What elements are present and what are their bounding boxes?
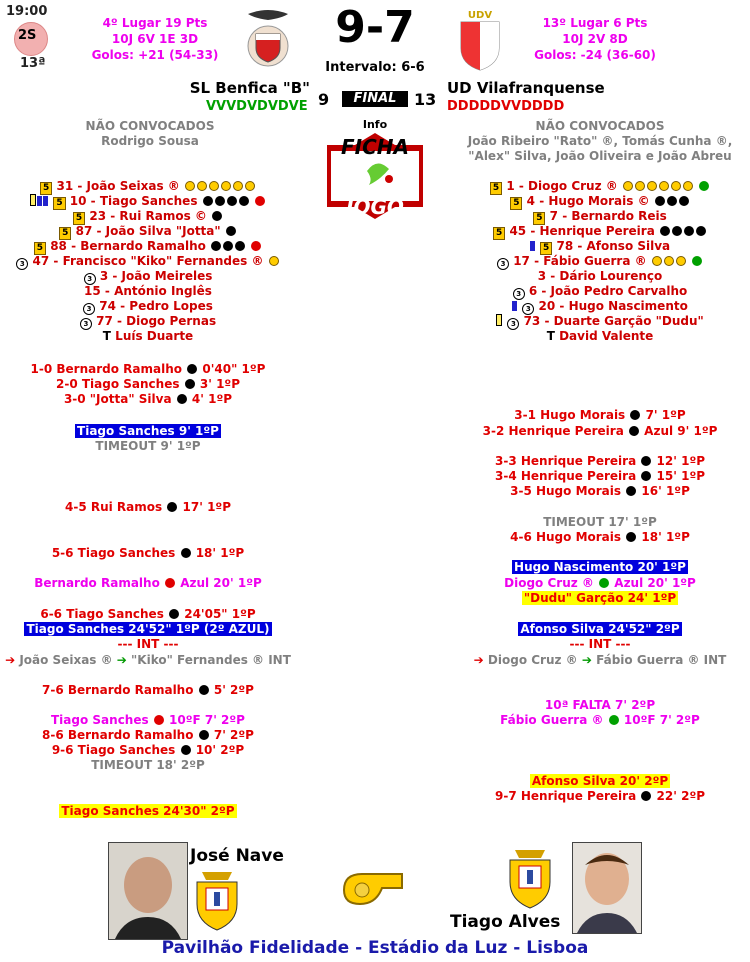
foul-icon: [699, 181, 709, 191]
player-name: 73 - Duarte Garção "Dudu": [523, 314, 704, 328]
event-time: Azul 20' 1ºP: [614, 576, 696, 590]
ball-icon: [212, 211, 222, 221]
event-text: Tiago Sanches 24'30" 2ºP: [61, 804, 235, 818]
event-goal: [450, 469, 750, 483]
player-name: 3 - João Meireles: [99, 269, 213, 283]
player-name: 15 - António Inglês: [84, 284, 212, 298]
event-card: [450, 576, 750, 590]
home-stats-3: Golos: +21 (54-33): [91, 48, 219, 62]
event-interval: --- INT ---: [569, 637, 631, 651]
event-goal: [450, 454, 750, 468]
event-blue-card: [450, 622, 750, 636]
event-time: 5' 2ºP: [213, 683, 254, 697]
ball-icon: [233, 181, 243, 191]
event-goal: [0, 546, 296, 560]
svg-text:UDV: UDV: [467, 10, 493, 21]
player-name: 45 - Henrique Pereira: [509, 224, 655, 238]
away-player-1[interactable]: [450, 179, 750, 195]
rating-icon: 5: [34, 242, 46, 255]
ball-icon: [181, 548, 191, 558]
event-time: 7' 1ºP: [645, 408, 686, 422]
ball-icon: [185, 379, 195, 389]
ball-icon: [652, 256, 662, 266]
ball-icon: [167, 502, 177, 512]
event-time: 10ºF 7' 2ºP: [169, 713, 245, 727]
ball-icon: [664, 256, 674, 266]
final-badge: FINAL: [342, 91, 408, 107]
away-team-name[interactable]: UD Vilafranquense: [447, 79, 605, 97]
player-name: 23 - Rui Ramos ©: [89, 209, 207, 223]
foul-icon: [255, 196, 265, 206]
player-name: 31 - João Seixas ®: [56, 179, 180, 193]
away-player-45[interactable]: [450, 224, 750, 240]
event-time: 18' 1ºP: [195, 546, 245, 560]
event-goal: [0, 607, 296, 621]
away-form: DDDDDVVDDDD: [447, 99, 565, 114]
home-crest-icon[interactable]: [240, 8, 296, 70]
sub-icon: 3: [83, 303, 95, 315]
arrow-out-icon: ➔: [473, 653, 484, 667]
ball-icon: [269, 256, 279, 266]
division-badge-text: 2S: [18, 28, 37, 43]
event-timeout: TIMEOUT 18' 2ºP: [91, 758, 205, 772]
event-foul: [0, 713, 296, 727]
arrow-in-icon: ➔: [116, 653, 127, 667]
ball-icon: [623, 181, 633, 191]
coach-icon: T: [102, 329, 111, 343]
player-name: 78 - Afonso Silva: [556, 239, 671, 253]
event-goal: [0, 500, 296, 514]
event-text: "Dudu" Garção 24' 1ºP: [523, 591, 677, 605]
rating-icon: 5: [533, 212, 545, 225]
event-text: 3-3 Henrique Pereira: [494, 454, 637, 468]
ball-icon: [177, 394, 187, 404]
player-name: 4 - Hugo Morais ©: [526, 194, 650, 208]
event-text: João Seixas ®: [19, 653, 113, 667]
arrow-out-icon: ➔: [5, 653, 16, 667]
event-goal: [450, 789, 750, 803]
event-time: 10' 2ºP: [195, 743, 245, 757]
home-fouls: 9: [318, 90, 330, 109]
association-crest-icon: [192, 870, 242, 934]
ball-icon: [647, 181, 657, 191]
event-text: Diogo Cruz ®: [504, 576, 594, 590]
home-player-31[interactable]: [0, 179, 296, 195]
ball-icon: [641, 791, 651, 801]
event-blue-card: [0, 424, 296, 438]
event-text: 3-1 Hugo Morais: [514, 408, 626, 422]
event-time: 24'05" 1ºP: [184, 607, 256, 621]
sub-icon: 3: [522, 303, 534, 315]
info-label[interactable]: Info: [362, 118, 388, 131]
event-time: 10ºF 7' 2ºP: [623, 713, 700, 727]
ball-icon: [679, 196, 689, 206]
event-timeout: TIMEOUT 17' 1ºP: [543, 515, 657, 529]
blue-card-icon: [37, 196, 42, 206]
player-name: Luís Duarte: [115, 329, 194, 343]
home-coach[interactable]: [0, 329, 296, 343]
away-stats-2: 10J 2V 8D: [562, 32, 628, 46]
event-timeout: TIMEOUT 9' 1ºP: [95, 439, 201, 453]
ball-icon: [185, 181, 195, 191]
away-not-called-title: NÃO CONVOCADOS: [535, 119, 665, 133]
event-text: 1-0 Bernardo Ramalho: [30, 362, 183, 376]
home-player-77[interactable]: [0, 314, 296, 330]
sub-icon: 3: [80, 318, 92, 330]
event-text: Afonso Silva 20' 2ºP: [531, 774, 669, 788]
sub-icon: 3: [507, 318, 519, 330]
event-time: Azul 9' 1ºP: [644, 424, 718, 438]
away-not-called-1: João Ribeiro "Rato" ®, Tomás Cunha ®,: [467, 134, 733, 148]
event-text: 7-6 Bernardo Ramalho: [42, 683, 194, 697]
ball-icon: [683, 181, 693, 191]
ball-icon: [630, 410, 640, 420]
rating-icon: 5: [540, 242, 552, 255]
ball-icon: [197, 181, 207, 191]
ball-icon: [672, 226, 682, 236]
ball-icon: [671, 181, 681, 191]
blue-card-icon: [530, 241, 535, 251]
event-goal: [0, 392, 296, 406]
event-text: 4-6 Hugo Morais: [510, 530, 622, 544]
event-tenth-foul: 10ª FALTA 7' 2ºP: [544, 698, 656, 712]
ball-icon: [187, 364, 197, 374]
event-substitution: [450, 653, 750, 667]
event-text: Tiago Sanches 9' 1ºP: [77, 424, 219, 438]
away-player-78[interactable]: [450, 239, 750, 255]
player-name: 17 - Fábio Guerra ®: [513, 254, 647, 268]
home-player-74[interactable]: [0, 299, 296, 315]
ball-icon: [209, 181, 219, 191]
event-text: 3-0 "Jotta" Silva: [63, 392, 172, 406]
event-goal: [0, 743, 296, 757]
player-name: 20 - Hugo Nascimento: [538, 299, 688, 313]
event-time: 4' 1ºP: [191, 392, 233, 406]
rating-icon: 5: [490, 182, 502, 195]
ball-icon: [223, 241, 233, 251]
ball-icon: [641, 456, 651, 466]
ball-icon: [676, 256, 686, 266]
event-text: Tiago Sanches: [51, 713, 149, 727]
event-text: 9-7 Henrique Pereira: [494, 789, 637, 803]
coach-icon: T: [546, 329, 555, 343]
home-team-name[interactable]: SL Benfica "B": [189, 79, 310, 97]
player-name: David Valente: [559, 329, 654, 343]
event-text: Afonso Silva 24'52" 2ºP: [520, 622, 680, 636]
ball-icon: [696, 226, 706, 236]
arrow-in-icon: ➔: [581, 653, 592, 667]
venue: Pavilhão Fidelidade - Estádio da Luz - Lisboa: [161, 938, 589, 958]
event-text: Tiago Sanches 24'52" 1ºP (2º AZUL): [26, 622, 270, 636]
ball-icon: [626, 486, 636, 496]
sub-icon: 3: [84, 273, 96, 285]
blue-card-icon: [512, 301, 517, 311]
home-player-88[interactable]: [0, 239, 296, 255]
away-player-73[interactable]: [450, 314, 750, 330]
player-name: 7 - Bernardo Reis: [549, 209, 667, 223]
event-blue-card: [0, 622, 296, 636]
score: 9-7: [335, 2, 415, 53]
referee-2-name: Tiago Alves: [450, 912, 561, 932]
ball-icon: [660, 226, 670, 236]
event-time: 17' 1ºP: [182, 500, 231, 514]
ball-icon: [239, 196, 249, 206]
home-player-15[interactable]: [0, 284, 296, 298]
ball-icon: [221, 181, 231, 191]
ball-icon: [203, 196, 213, 206]
ficha-jogo-logo[interactable]: [325, 131, 425, 221]
sub-icon: 3: [497, 258, 509, 270]
rating-icon: 5: [493, 227, 505, 240]
event-text: Hugo Nascimento 20' 1ºP: [514, 560, 686, 574]
rating-icon: 5: [59, 227, 71, 240]
away-stats-1: 13º Lugar 6 Pts: [542, 16, 648, 30]
association-crest-icon: [505, 848, 555, 912]
whistle-icon: [340, 860, 410, 906]
ball-icon: [235, 241, 245, 251]
event-time: 0'40" 1ºP: [202, 362, 266, 376]
match-time: 19:00: [6, 4, 48, 19]
card-icon: [599, 578, 609, 588]
event-goal: [0, 728, 296, 742]
foul-icon: [154, 715, 164, 725]
ball-icon: [626, 532, 636, 542]
event-goal: [0, 377, 296, 391]
rating-icon: 5: [73, 212, 85, 225]
event-substitution: [0, 653, 296, 667]
ball-icon: [641, 471, 651, 481]
sub-icon: 3: [16, 258, 28, 270]
event-goal: [450, 484, 750, 498]
event-text: Fábio Guerra ®: [500, 713, 604, 727]
foul-icon: [609, 715, 619, 725]
away-coach[interactable]: [450, 329, 750, 343]
away-fouls: 13: [414, 90, 437, 109]
ball-icon: [667, 196, 677, 206]
home-player-47[interactable]: [0, 254, 296, 270]
player-name: 77 - Diogo Pernas: [96, 314, 217, 328]
ball-icon: [684, 226, 694, 236]
home-not-called: Rodrigo Sousa: [101, 134, 199, 148]
away-player-7[interactable]: [450, 209, 750, 225]
event-blue-card: [450, 560, 750, 574]
event-time: 7' 2ºP: [213, 728, 254, 742]
player-name: 47 - Francisco "Kiko" Fernandes ®: [32, 254, 264, 268]
event-text: 3-2 Henrique Pereira: [482, 424, 624, 438]
rating-icon: 5: [53, 197, 65, 210]
ball-icon: [199, 730, 209, 740]
ball-icon: [655, 196, 665, 206]
ball-icon: [215, 196, 225, 206]
event-goal: [450, 408, 750, 422]
player-name: 88 - Bernardo Ramalho: [50, 239, 206, 253]
event-time: 18' 1ºP: [641, 530, 690, 544]
ball-icon: [227, 196, 237, 206]
event-text: 2-0 Tiago Sanches: [56, 377, 180, 391]
rating-icon: 5: [40, 182, 52, 195]
event-text: 5-6 Tiago Sanches: [51, 546, 176, 560]
event-text: 3-4 Henrique Pereira: [494, 469, 637, 483]
ball-icon: [635, 181, 645, 191]
home-not-called-title: NÃO CONVOCADOS: [85, 119, 215, 133]
home-player-10[interactable]: [0, 194, 296, 210]
ball-icon: [629, 426, 639, 436]
away-player-20[interactable]: [450, 299, 750, 315]
home-stats-1: 4º Lugar 19 Pts: [102, 16, 208, 30]
event-text: Diogo Cruz ®: [487, 653, 578, 667]
event-text: "Kiko" Fernandes ® INT: [131, 653, 291, 667]
referee-1-photo[interactable]: [108, 842, 188, 940]
event-time: Azul 20' 1ºP: [180, 576, 262, 590]
away-not-called-2: "Alex" Silva, João Oliveira e João Abreu: [468, 149, 732, 163]
ball-icon: [199, 685, 209, 695]
event-goal: [450, 424, 750, 438]
round-label: 13ª: [20, 56, 46, 71]
foul-icon: [692, 256, 702, 266]
ball-icon: [211, 241, 221, 251]
event-yellow-card: [0, 804, 296, 818]
away-crest-icon[interactable]: [455, 6, 505, 72]
ficha-logo-top: FICHA: [341, 135, 409, 159]
yellow-card-icon: [30, 194, 36, 206]
player-name: 87 - João Silva "Jotta": [75, 224, 221, 238]
event-goal: [0, 362, 296, 376]
player-name: 10 - Tiago Sanches: [69, 194, 198, 208]
away-player-4[interactable]: [450, 194, 750, 210]
away-stats-3: Golos: -24 (36-60): [534, 48, 656, 62]
away-player-6[interactable]: [450, 284, 750, 300]
referee-1-name: José Nave: [190, 846, 284, 866]
blue-card-icon: [43, 196, 48, 206]
event-text: Fábio Guerra ® INT: [596, 653, 727, 667]
ball-icon: [181, 745, 191, 755]
ball-icon: [169, 609, 179, 619]
ball-icon: [245, 181, 255, 191]
card-icon: [165, 578, 175, 588]
away-player-3[interactable]: [450, 269, 750, 283]
event-text: 8-6 Bernardo Ramalho: [42, 728, 194, 742]
event-text: 6-6 Tiago Sanches: [40, 607, 164, 621]
event-time: 12' 1ºP: [656, 454, 706, 468]
event-text: 9-6 Tiago Sanches: [51, 743, 176, 757]
event-yellow-card: [450, 591, 750, 605]
ball-icon: [659, 181, 669, 191]
player-name: 6 - João Pedro Carvalho: [528, 284, 688, 298]
interval: Intervalo: 6-6: [325, 60, 425, 75]
event-card: [0, 576, 296, 590]
event-time: 3' 1ºP: [199, 377, 240, 391]
referee-2-photo[interactable]: [572, 842, 642, 934]
event-text: Bernardo Ramalho: [34, 576, 160, 590]
event-time: 16' 1ºP: [641, 484, 690, 498]
event-interval: --- INT ---: [117, 637, 179, 651]
home-player-87[interactable]: [0, 224, 296, 240]
foul-icon: [251, 241, 261, 251]
home-player-23[interactable]: [0, 209, 296, 225]
home-stats-2: 10J 6V 1E 3D: [111, 32, 199, 46]
event-foul: [450, 713, 750, 727]
event-text: 4-5 Rui Ramos: [64, 500, 163, 514]
ficha-logo-bottom: JOGO: [346, 195, 404, 219]
home-player-3[interactable]: [0, 269, 296, 285]
yellow-card-icon: [496, 314, 502, 326]
event-time: 15' 1ºP: [656, 469, 706, 483]
home-form-text: VVVDVDVDVE: [206, 99, 308, 114]
event-goal: [450, 530, 750, 544]
home-form: [206, 99, 308, 114]
event-time: 22' 2ºP: [656, 789, 706, 803]
event-goal: [0, 683, 296, 697]
ball-icon: [226, 226, 236, 236]
event-text: 3-5 Hugo Morais: [510, 484, 622, 498]
player-name: 74 - Pedro Lopes: [99, 299, 213, 313]
sub-icon: 3: [513, 288, 525, 300]
event-yellow-card: [450, 774, 750, 788]
player-name: 3 - Dário Lourenço: [537, 269, 663, 283]
player-name: 1 - Diogo Cruz ®: [506, 179, 618, 193]
away-player-17[interactable]: [450, 254, 750, 270]
rating-icon: 5: [510, 197, 522, 210]
